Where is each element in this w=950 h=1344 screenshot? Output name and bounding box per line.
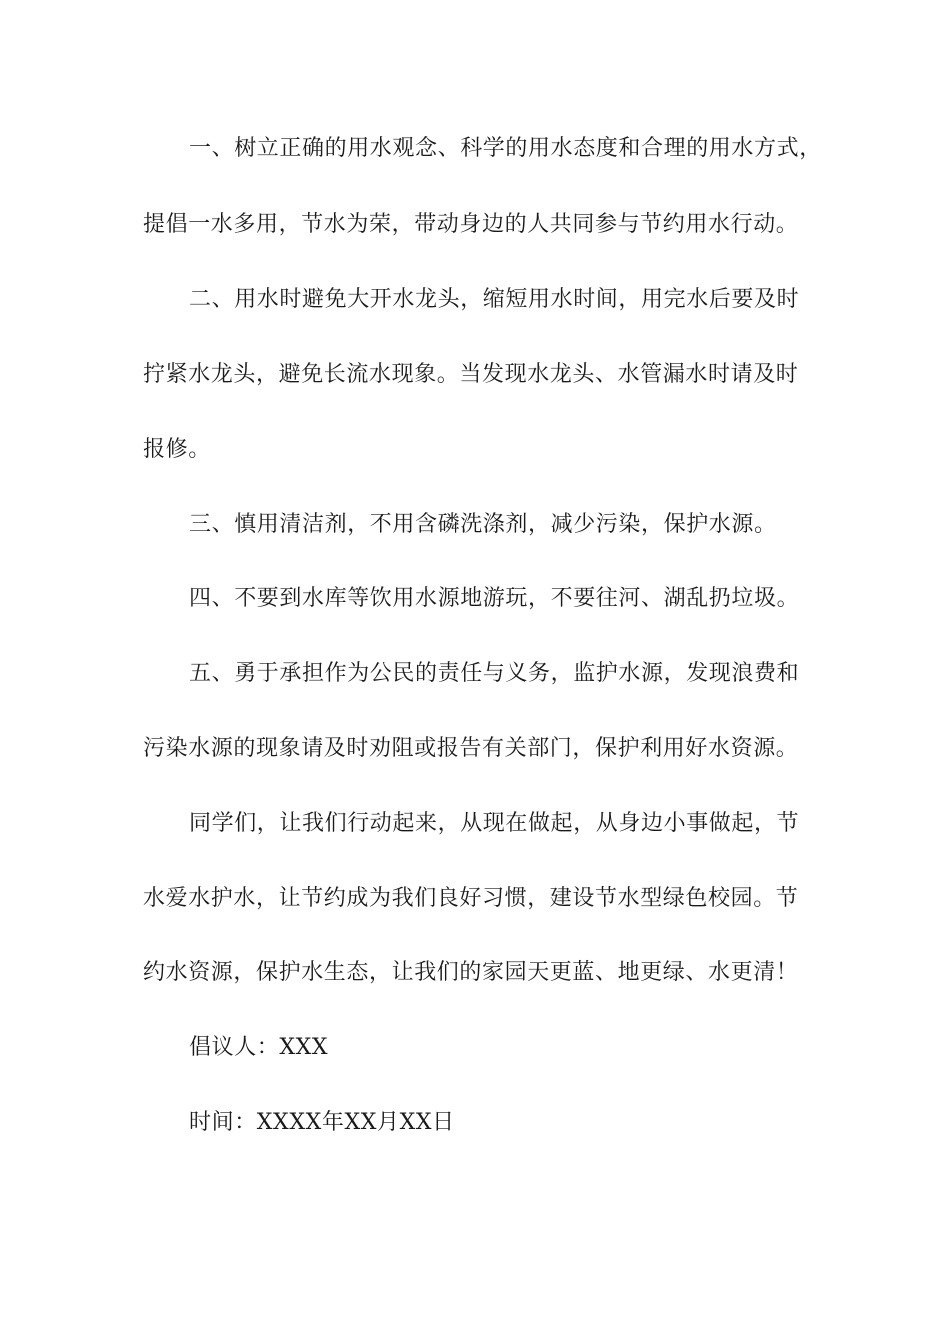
item-2-line-3: 报修。 <box>143 437 211 462</box>
item-5-line-1: 五、勇于承担作为公民的责任与义务，监护水源，发现浪费和 <box>189 661 800 686</box>
item-2-line-1: 二、用水时避免大开水龙头，缩短用水时间，用完水后要及时 <box>189 287 800 312</box>
proposer-line: 倡议人：XXX <box>189 1035 329 1060</box>
closing-line-3: 约水资源，保护水生态，让我们的家园天更蓝、地更绿、水更清！ <box>143 960 799 985</box>
item-3-line-1: 三、慎用清洁剂，不用含磷洗涤剂，减少污染，保护水源。 <box>189 512 777 537</box>
item-5-line-2: 污染水源的现象请及时劝阻或报告有关部门，保护利用好水资源。 <box>143 736 799 761</box>
date-line: 时间：XXXX年XX月XX日 <box>189 1110 455 1135</box>
closing-line-2: 水爱水护水，让节约成为我们良好习惯，建设节水型绿色校园。节 <box>143 886 799 911</box>
item-1-line-2: 提倡一水多用，节水为荣，带动身边的人共同参与节约用水行动。 <box>143 212 799 237</box>
item-1-line-1: 一、树立正确的用水观念、科学的用水态度和合理的用水方式， <box>189 136 822 161</box>
closing-line-1: 同学们，让我们行动起来，从现在做起，从身边小事做起，节 <box>189 811 800 836</box>
item-2-line-2: 拧紧水龙头，避免长流水现象。当发现水龙头、水管漏水时请及时 <box>143 362 799 387</box>
item-4-line-1: 四、不要到水库等饮用水源地游玩，不要往河、湖乱扔垃圾。 <box>189 586 800 611</box>
